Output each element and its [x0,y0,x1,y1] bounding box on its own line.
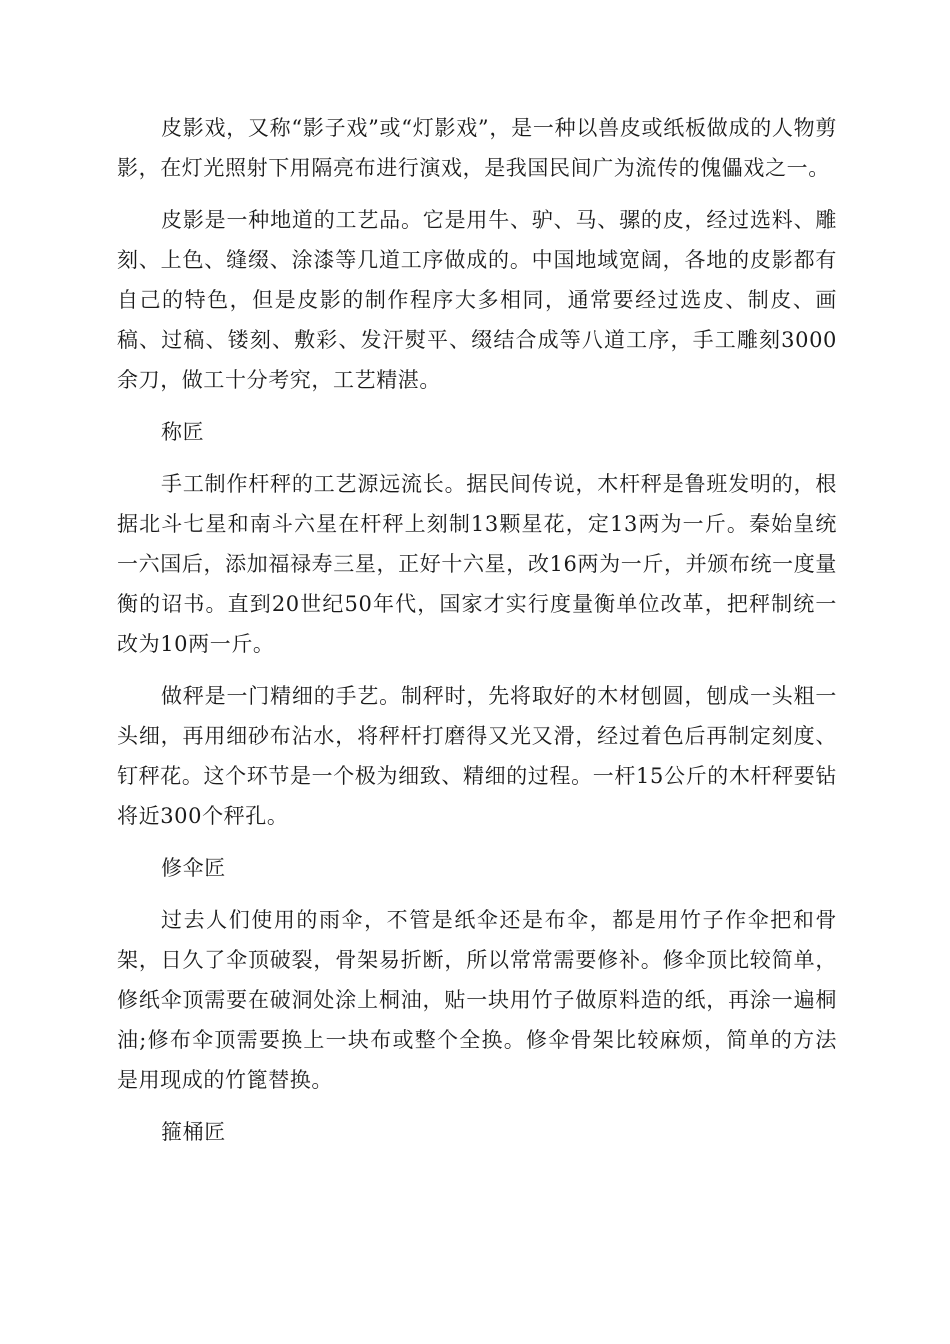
paragraph-shadow-play-craft: 皮影是一种地道的工艺品。它是用牛、驴、马、骡的皮，经过选料、雕刻、上色、缝缀、涂漆等几道工序做成的。中国地域宽阔，各地的皮影都有自己的特色，但是皮影的制作程序大多相同，通常要经过选皮、制皮、画稿、过稿、镂刻、敷彩、发汗熨平、缀结合成等八道工序，手工雕刻3000余刀，做工十分考究，工艺精湛。 [117,208,837,392]
paragraph-shadow-play-intro: 皮影戏，又称“影子戏”或“灯影戏”，是一种以兽皮或纸板做成的人物剪影，在灯光照射下用隔亮布进行演戏，是我国民间广为流传的傀儡戏之一。 [117,116,837,180]
paragraph-umbrella-repair: 过去人们使用的雨伞，不管是纸伞还是布伞，都是用竹子作伞把和骨架，日久了伞顶破裂，骨架易折断，所以常常需要修补。修伞顶比较简单，修纸伞顶需要在破洞处涂上桐油，贴一块用竹子做原料造的纸，再涂一遍桐油;修布伞顶需要换上一块布或整个全换。修伞骨架比较麻烦，简单的方法是用现成的竹篦替换。 [117,908,837,1092]
section-heading-scale-maker: 称匠 [161,420,205,444]
section-heading-umbrella-repairer: 修伞匠 [161,856,226,880]
document-page [117,108,837,1164]
section-heading-cooper: 箍桶匠 [161,1120,226,1144]
paragraph-scale-making: 做秤是一门精细的手艺。制秤时，先将取好的木材刨圆，刨成一头粗一头细，再用细砂布沾水，将秤杆打磨得又光又滑，经过着色后再制定刻度、钉秤花。这个环节是一个极为细致、精细的过程。一杆15公斤的木杆秤要钻将近300个秤孔。 [117,684,837,828]
paragraph-scale-history: 手工制作杆秤的工艺源远流长。据民间传说，木杆秤是鲁班发明的，根据北斗七星和南斗六星在杆秤上刻制13颗星花，定13两为一斤。秦始皇统一六国后，添加福禄寿三星，正好十六星，改16两为一斤，并颁布统一度量衡的诏书。直到20世纪50年代，国家才实行度量衡单位改革，把秤制统一改为10两一斤。 [117,472,837,656]
